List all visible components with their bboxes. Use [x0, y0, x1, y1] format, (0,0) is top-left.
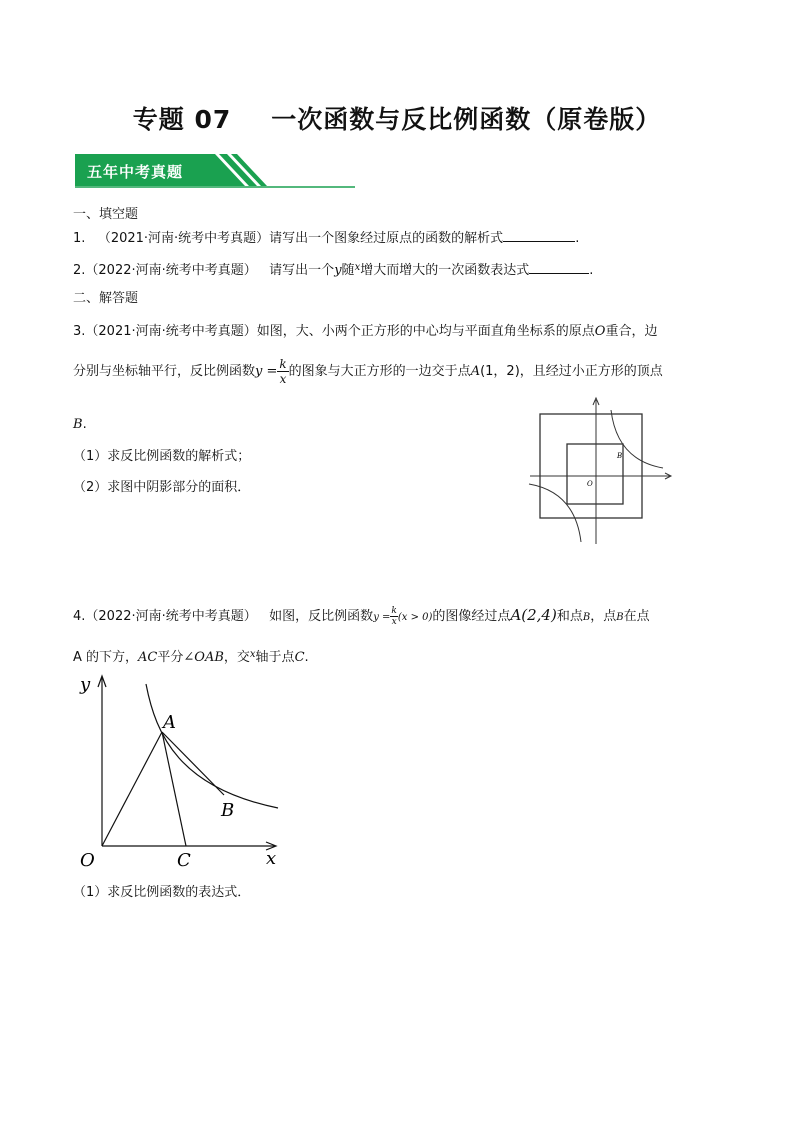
question-1	[73, 229, 579, 248]
page-title	[0, 100, 794, 136]
q3-line-2b: 的图象与大正方形的一边交于点	[288, 364, 471, 379]
q3-frac-x: x	[279, 372, 287, 386]
q4-fraction	[390, 606, 397, 627]
question-3-line-2	[73, 357, 663, 386]
q3-small-square	[567, 444, 623, 504]
q3-frac-k: k	[279, 357, 287, 371]
q1-end: .	[575, 231, 580, 246]
q4-text-5: 在点	[623, 609, 650, 624]
q4-point-a: A(2,4)	[510, 606, 557, 624]
q2-text-3: 增大而增大的一次函数表达式	[360, 263, 530, 278]
q2-var-y: y	[334, 263, 342, 278]
question-3-line-3	[73, 416, 87, 434]
q2-text-2: 随	[341, 263, 355, 278]
q4-angle: ∠OAB	[183, 650, 224, 665]
q4-end: .	[304, 650, 309, 665]
q4-ac: AC	[138, 650, 158, 665]
q4-point-b-2: B	[616, 612, 624, 623]
q2-end: .	[589, 263, 594, 278]
q4-x-axis-var: x	[249, 649, 256, 660]
section-banner	[75, 154, 355, 188]
q3-y-eq: y =	[255, 364, 278, 379]
q4-segment-oa	[102, 732, 162, 846]
q3-line-1: 3.（2021·河南·统考中考真题）如图，大、小两个正方形的中心均与平面直角坐标系的原点	[73, 324, 595, 339]
q4-segment-ac	[162, 732, 186, 846]
q4-fig-label-a: A	[163, 712, 176, 733]
q4-point-c: C	[294, 650, 305, 665]
question-4-line-2	[73, 646, 309, 667]
q4-fig-label-o: O	[80, 850, 95, 870]
q4-fig-label-x: x	[266, 848, 277, 869]
q2-answer-blank[interactable]	[529, 261, 589, 274]
q4-point-b: B	[582, 612, 591, 623]
q3-origin-o: O	[594, 324, 606, 339]
q3-figure	[525, 394, 675, 552]
q1-source: （2021·河南·统考中考真题）	[97, 231, 270, 246]
q3-hyperbola-lower	[529, 484, 581, 542]
q3-point-a-coords: (1，2)	[480, 364, 520, 379]
q3-large-square	[540, 414, 642, 518]
q3-line-3-end: .	[82, 417, 87, 432]
q3-sub-2: （2）求图中阴影部分的面积．	[73, 480, 251, 495]
q2-text-1: 请写出一个	[269, 263, 335, 278]
q3-point-a: A	[470, 364, 481, 379]
banner-label: 五年中考真题	[87, 163, 184, 181]
q1-answer-blank[interactable]	[503, 229, 575, 242]
q3-fig-label-b: B	[617, 452, 623, 460]
q4-fig-label-y: y	[80, 674, 91, 695]
section-fill-heading: 一、填空题	[73, 207, 139, 222]
q4-text-7: ，交	[223, 650, 250, 665]
q3-fig-label-o: O	[587, 480, 593, 488]
q4-hyperbola	[146, 684, 278, 808]
q4-text-4: ，点	[590, 609, 617, 624]
q3-line-2c: ，且经过小正方形的顶点	[519, 364, 663, 379]
title-topic: 专题 07	[132, 105, 232, 134]
q4-prefix: 4.（2022·河南·统考中考真题）	[73, 609, 257, 624]
q4-condition: (x > 0)	[397, 612, 433, 623]
q3-line-1b: 重合，边	[605, 324, 658, 339]
question-2	[73, 259, 593, 280]
q4-text-6: 平分	[157, 650, 184, 665]
q3-point-b: B	[73, 417, 83, 432]
q3-fraction	[277, 357, 288, 386]
q4-frac-x: x	[391, 617, 397, 627]
q1-number: 1.	[73, 231, 86, 246]
q4-text-2: 的图像经过点	[432, 609, 511, 624]
question-4-line-1	[73, 601, 650, 632]
q4-text-1: 如图，反比例函数	[269, 609, 374, 624]
q3-sub-1: （1）求反比例函数的解析式；	[73, 449, 251, 464]
q4-text-8: 轴于点	[255, 650, 295, 665]
q4-line-2a: A 的下方，	[73, 650, 139, 665]
section-answer-heading: 二、解答题	[73, 291, 139, 306]
q1-text: 请写出一个图象经过原点的函数的解析式	[269, 231, 504, 246]
q4-fig-label-c: C	[177, 850, 191, 870]
q4-y-eq: y =	[373, 612, 391, 623]
q4-sub-1: （1）求反比例函数的表达式．	[73, 885, 251, 900]
q4-text-3: 和点	[556, 609, 583, 624]
q3-line-2a: 分别与坐标轴平行，反比例函数	[73, 364, 256, 379]
q2-prefix: 2.（2022·河南·统考中考真题）	[73, 263, 257, 278]
question-3-line-1	[73, 323, 657, 341]
title-main: 一次函数与反比例函数（原卷版）	[271, 105, 662, 134]
q4-fig-label-b: B	[221, 800, 235, 821]
q2-var-x: x	[354, 262, 361, 273]
q4-segment-ab	[162, 732, 224, 795]
q4-figure	[70, 670, 285, 870]
q4-frac-k: k	[391, 606, 397, 616]
